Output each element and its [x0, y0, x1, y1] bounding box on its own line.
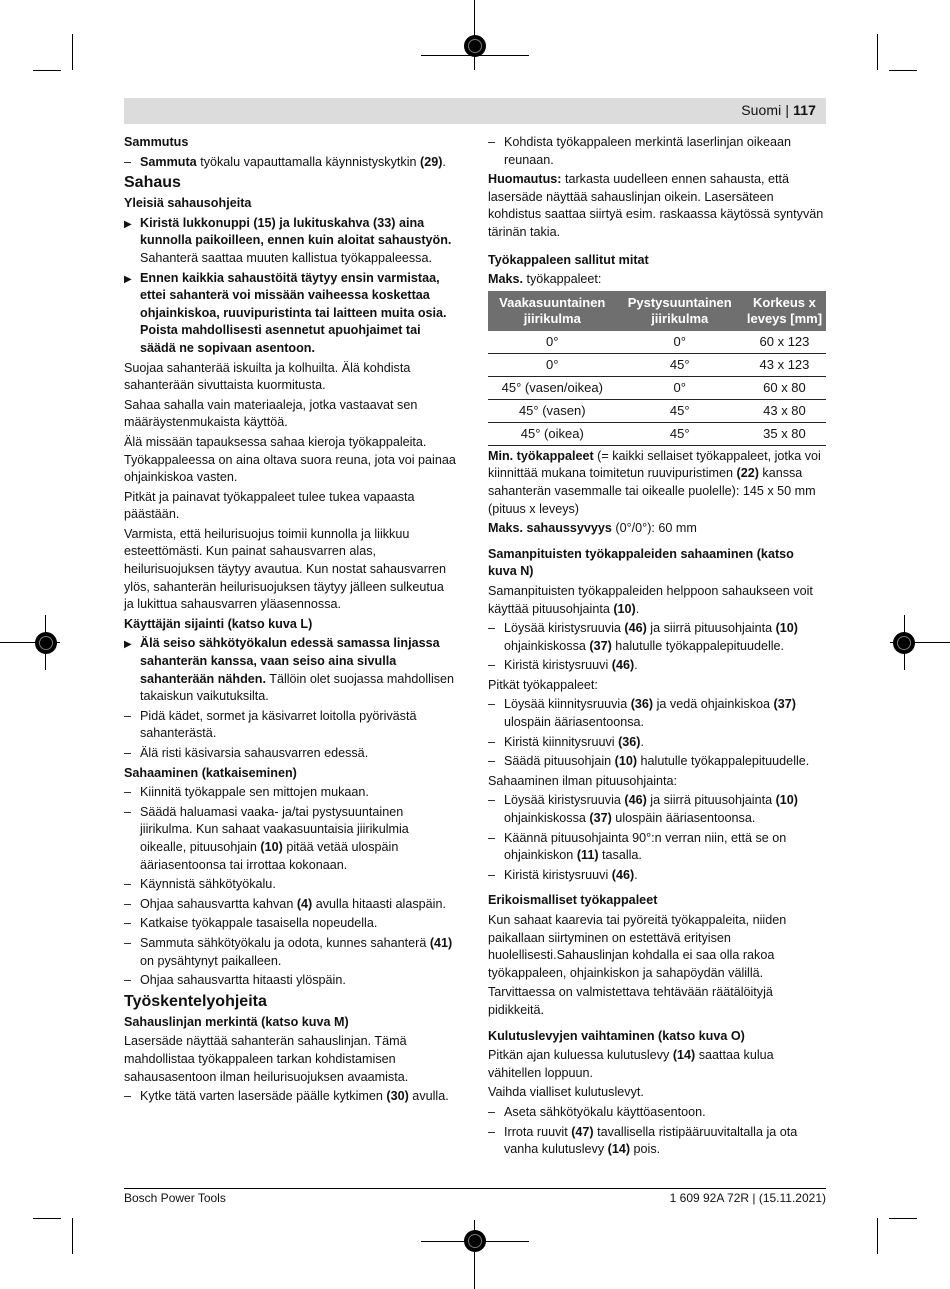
list-item: – Pidä kädet, sormet ja käsivarret loitolla pyörivästä sahanterästä. [124, 708, 456, 743]
paragraph: Min. työkappaleet (= kaikki sellaiset työkappaleet, jotka voi kiinnittää mukana toimitetun ruuvipuristimen (22) kanssa sahanterän vasemmalle tai oikealle puolelle): 145 x 50 mm (pituus x leveys) [488, 448, 821, 516]
list-item: – Irrota ruuvit (47) tavallisella ristipääruuvitaltalla ja ota vanha kulutuslevy (14) pois. [488, 1124, 826, 1159]
paragraph: Sahaaminen ilman pituusohjainta: [488, 773, 678, 788]
table-row [488, 422, 826, 445]
paragraph: Pitkän ajan kuluessa kulutuslevy (14) saattaa kulua vähitellen loppuun. [488, 1048, 774, 1080]
table-cell: 0° [488, 353, 617, 376]
registration-target-icon [464, 35, 486, 57]
warning-item: ▶ Kiristä lukkonuppi (15) ja lukituskahva (33) aina kunnolla paikoilleen, ennen kuin aloitat sahaustyön. Sahanterä saattaa muuten kallistua työkappaleessa. [124, 215, 456, 268]
table-row [488, 376, 826, 399]
warning-item: ▶ Ennen kaikkia sahaustöitä täytyy ensin varmistaa, ettei sahanterä voi missään vaiheessa koskettaa ohjainkiskoa, ruuvipuristinta tai laitteen muita osia. Poista mahdollisesti asennetut apuohjaimet tai säädä ne sopivaan asentoon. [124, 270, 456, 358]
crop-mark [33, 1218, 61, 1219]
header-language: Suomi [741, 102, 782, 118]
section-heading-merkinta: Sahauslinjan merkintä (katso kuva M) [124, 1014, 349, 1029]
list-item: – Ohjaa sahausvartta kahvan (4) avulla hitaasti alaspäin. [124, 896, 456, 914]
table-header-cell: Korkeus x leveys [mm] [743, 291, 826, 331]
list-item: – Löysää kiristysruuvia (46) ja siirrä pituusohjainta (10) ohjainkiskossa (37) ulospäin ääriasentoonsa. [488, 792, 826, 827]
right-column [488, 134, 826, 1161]
table-row [488, 353, 826, 376]
section-heading-samanpituisten: Samanpituisten työkappaleiden sahaaminen (katso kuva N) [488, 546, 794, 579]
list-item: – Sammuta työkalu vapauttamalla käynnistyskytkin (29). [124, 154, 456, 172]
table-cell: 35 x 80 [743, 422, 826, 445]
table-cell: 45° (vasen/oikea) [488, 376, 617, 399]
list-item: – Löysää kiinnitysruuvia (36) ja vedä ohjainkiskoa (37) ulospäin ääriasentoonsa. [488, 696, 826, 731]
table-cell: 60 x 80 [743, 376, 826, 399]
section-heading-kayttajan: Käyttäjän sijainti (katso kuva L) [124, 616, 313, 631]
crop-mark [877, 1218, 878, 1254]
crop-mark [877, 34, 878, 70]
footer-brand: Bosch Power Tools [124, 1191, 226, 1205]
paragraph: Kun sahaat kaarevia tai pyöreitä työkappaleita, niiden paikallaan siirtyminen on estettävä erityisen huolellisesti.Sahauslinjan kohdalla ei saa olla rakoa työkappaleen, ohjainkiskon ja sahapöydän välillä. [488, 913, 787, 980]
table-cell: 45° (vasen) [488, 399, 617, 422]
list-item: – Katkaise työkappale tasaisella nopeudella. [124, 915, 456, 933]
table-cell: 0° [488, 331, 617, 354]
list-item: – Säädä haluamasi vaaka- ja/tai pystysuuntainen jiirikulma. Kun sahaat vaakasuuntaisia jiirikulmia oikealle, pituusohjain (10) pitää vetää ulospäin ääriasentoonsa tai irrottaa kokonaan. [124, 804, 456, 874]
list-item: – Älä risti käsivarsia sahausvarren edessä. [124, 745, 456, 763]
crop-mark [33, 70, 61, 71]
table-cell: 45° [617, 353, 743, 376]
header-text: Suomi | 117 [741, 102, 816, 118]
paragraph: Vaihda vialliset kulutuslevyt. [488, 1085, 644, 1100]
paragraph: Lasersäde näyttää sahanterän sahauslinjan. Tämä mahdollistaa työkappaleen tarkan kohdistamisen sahausasentoon ilman heilurisuojuksen avaamista. [124, 1034, 409, 1084]
registration-target-icon [893, 632, 915, 654]
paragraph: Maks. sahaussyvyys (0°/0°): 60 mm [488, 521, 697, 536]
list-item: – Kiristä kiristysruuvi (46). [488, 867, 826, 885]
paragraph: Tarvittaessa on valmistettava tehtävään räätälöityjä pidikkeitä. [488, 985, 773, 1017]
warning-item: ▶ Älä seiso sähkötyökalun edessä samassa linjassa sahanterän kanssa, vaan seiso aina sivulla sahanterään nähden. Tällöin olet suojassa mahdollisen takaiskun vaikutuksilta. [124, 635, 456, 705]
table-header-cell: Vaakasuuntainen jiirikulma [488, 291, 617, 331]
table-cell: 0° [617, 331, 743, 354]
table-cell: 60 x 123 [743, 331, 826, 354]
table-header-cell: Pystysuuntainen jiirikulma [617, 291, 743, 331]
list-item: – Kiristä kiinnitysruuvi (36). [488, 734, 826, 752]
section-heading-kulutuslevyjen: Kulutuslevyjen vaihtaminen (katso kuva O) [488, 1028, 745, 1043]
footer-doc-ref: 1 609 92A 72R | (15.11.2021) [669, 1191, 826, 1205]
section-heading-katkaiseminen: Sahaaminen (katkaiseminen) [124, 765, 297, 780]
table-cell: 45° [617, 399, 743, 422]
crop-mark [889, 70, 917, 71]
list-item: – Säädä pituusohjain (10) halutulle työkappalepituudelle. [488, 753, 826, 771]
crop-mark [72, 1218, 73, 1254]
paragraph: Pitkät ja painavat työkappaleet tulee tukea vapaasta päästään. [124, 489, 415, 522]
table-cell: 43 x 123 [743, 353, 826, 376]
list-item: – Kytke tätä varten lasersäde päälle kytkimen (30) avulla. [124, 1088, 456, 1106]
crop-mark [889, 1218, 917, 1219]
table-header-row [488, 291, 826, 331]
table-row [488, 399, 826, 422]
section-heading-sammutus: Sammutus [124, 135, 189, 149]
registration-target-icon [35, 632, 57, 654]
table-cell: 0° [617, 376, 743, 399]
note-paragraph: Huomautus: tarkasta uudelleen ennen sahausta, että lasersäde näyttää sahauslinjan oikein. Lasersäteen kohdistus saattaa siirtyä esim. raskaassa käytössä syntyvän tärinän takia. [488, 172, 824, 239]
paragraph: Maks. työkappaleet: [488, 272, 602, 287]
list-item: – Kohdista työkappaleen merkintä laserlinjan oikeaan reunaan. [488, 134, 826, 169]
list-item: – Aseta sähkötyökalu käyttöasentoon. [488, 1104, 826, 1122]
list-item: – Löysää kiristysruuvia (46) ja siirrä pituusohjainta (10) ohjainkiskossa (37) halutulle työkappalepituudelle. [488, 620, 826, 655]
paragraph: Sahaa sahalla vain materiaaleja, jotka vastaavat sen määräystenmukaista käyttöä. [124, 397, 418, 430]
section-heading-mitat: Työkappaleen sallitut mitat [488, 252, 649, 267]
section-heading-yleisia: Yleisiä sahausohjeita [124, 196, 252, 211]
registration-target-icon [464, 1230, 486, 1252]
list-item: – Sammuta sähkötyökalu ja odota, kunnes sahanterä (41) on pysähtynyt paikalleen. [124, 935, 456, 970]
list-item: – Ohjaa sahausvartta hitaasti ylöspäin. [124, 972, 456, 990]
section-title-tyoskentely: Työskentelyohjeita [124, 992, 267, 1010]
list-item: – Kiristä kiristysruuvi (46). [488, 657, 826, 675]
page-header [124, 98, 826, 124]
dimensions-table [488, 291, 826, 446]
section-title-sahaus: Sahaus [124, 174, 181, 192]
crop-mark [72, 34, 73, 70]
table-cell: 45° [617, 422, 743, 445]
paragraph: Älä missään tapauksessa sahaa kieroja työkappaleita. Työkappaleessa on aina oltava suora reuna, jota voi painaa ohjainkiskoa vasten. [124, 434, 456, 485]
left-column [124, 134, 456, 1108]
list-item: – Käännä pituusohjainta 90°:n verran niin, että se on ohjainkiskon (11) tasalla. [488, 830, 826, 865]
paragraph: Pitkät työkappaleet: [488, 677, 598, 692]
list-item: – Kiinnitä työkappale sen mittojen mukaan. [124, 784, 456, 802]
paragraph: Varmista, että heilurisuojus toimii kunnolla ja liikkuu esteettömästi. Kun painat sahausvarren alas, heilurisuojuksen täytyy avautua. Kun nostat sahausvarren ylös, sahanterän heilurisuojuksen täytyy jälleen sulkeutua ja lukittua sahausvarren yläasennossa. [124, 526, 447, 612]
list-item: – Käynnistä sähkötyökalu. [124, 876, 456, 894]
table-cell: 43 x 80 [743, 399, 826, 422]
table-row [488, 331, 826, 354]
paragraph: Samanpituisten työkappaleiden helppoon sahaukseen voit käyttää pituusohjainta (10). [488, 583, 813, 616]
page-number: 117 [793, 102, 816, 118]
footer-rule [124, 1188, 826, 1189]
table-cell: 45° (oikea) [488, 422, 617, 445]
section-heading-erikoismalliset: Erikoismalliset työkappaleet [488, 893, 658, 908]
paragraph: Suojaa sahanterää iskuilta ja kolhuilta. Älä kohdista sahanterään sivuttaista kuormitusta. [124, 360, 411, 393]
